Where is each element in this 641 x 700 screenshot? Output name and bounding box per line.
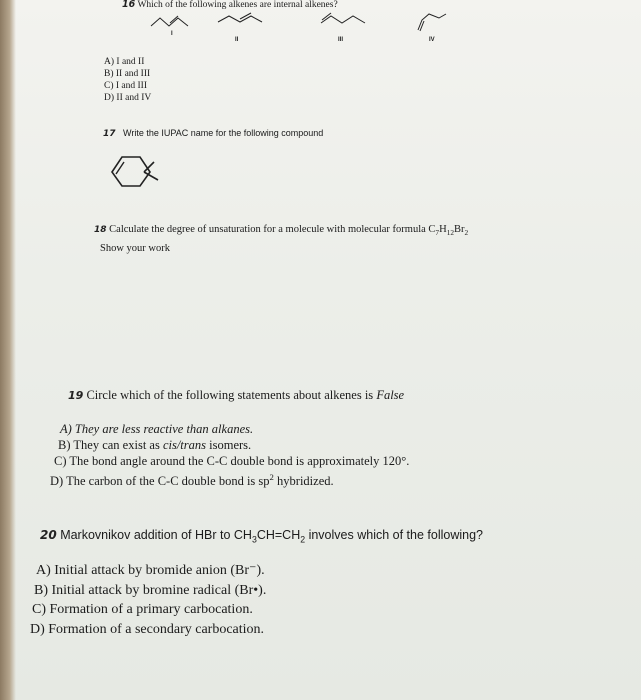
question-17-prompt (103, 128, 323, 139)
choice-16-d[interactable]: D) II and IV (104, 93, 152, 103)
cyclohexene-structure (102, 150, 168, 194)
question-20-prompt (40, 528, 483, 545)
choice-16-b[interactable]: B) II and III (104, 69, 151, 79)
question-18-instruction: Show your work (100, 243, 170, 255)
alkene-label-II: II (235, 37, 239, 43)
alkene-structure-III (318, 10, 368, 34)
choice-20-b[interactable]: B) Initial attack by bromine radical (Br•). (34, 582, 267, 598)
alkene-label-I: I (171, 31, 173, 37)
question-17-text: Write the IUPAC name for the following compound (123, 128, 324, 138)
page-edge-shadow (0, 0, 16, 700)
question-19-emphasis: False (376, 388, 405, 402)
formula-subscript-br: 2 (464, 228, 469, 238)
choice-19-c[interactable]: C) The bond angle around the C-C double bond is approximately 120°. (54, 454, 410, 468)
question-16-choices (104, 56, 151, 104)
alkene-structure-II (215, 10, 265, 34)
alkene-label-IV: IV (429, 37, 435, 43)
choice-20-a[interactable]: A) Initial attack by bromide anion (Br⁻). (36, 563, 265, 578)
formula-subscript-c: 7 (435, 228, 440, 238)
question-20-number: 20 (40, 528, 57, 542)
formula-subscript-h: 12 (446, 228, 455, 238)
question-16-prompt (122, 0, 338, 10)
choice-16-c[interactable]: C) I and III (104, 81, 147, 91)
question-19-text: Circle which of the following statements about alkenes is (86, 388, 377, 402)
question-19-choices (50, 421, 409, 489)
question-19-prompt (68, 388, 404, 403)
formula-h: H (439, 224, 447, 235)
question-16-number: 16 (122, 0, 136, 10)
choice-19-a[interactable]: A) They are less reactive than alkanes. (60, 422, 254, 436)
alkene-label-III: III (338, 37, 344, 43)
choice-20-c[interactable]: C) Formation of a primary carbocation. (32, 602, 253, 617)
choice-16-a[interactable]: A) I and II (104, 57, 145, 67)
question-18-prompt (94, 222, 468, 257)
question-20-text: Markovnikov addition of HBr to $CH_3CH=CH_2$ involves which of the following? (60, 528, 483, 545)
alkene-structure-I (148, 10, 192, 34)
question-19-number: 19 (68, 389, 84, 402)
question-20-choices (30, 561, 266, 639)
alkene-structure-IV (415, 10, 449, 36)
question-17-number: 17 (103, 129, 116, 139)
question-16-text: Which of the following alkenes are internal alkenes? (137, 0, 338, 10)
choice-20-d[interactable]: D) Formation of a secondary carbocation. (30, 621, 265, 637)
question-18-text: Calculate the degree of unsaturation for a molecule with molecular formula C (109, 224, 436, 235)
choice-19-d[interactable]: D) The carbon of the C-C double bond is $sp^2$ hybridized. (50, 472, 334, 489)
formula-br: Br (454, 224, 465, 235)
choice-19-b[interactable]: B) They can exist as cis/trans isomers. (58, 438, 252, 452)
question-18-number: 18 (94, 225, 107, 235)
